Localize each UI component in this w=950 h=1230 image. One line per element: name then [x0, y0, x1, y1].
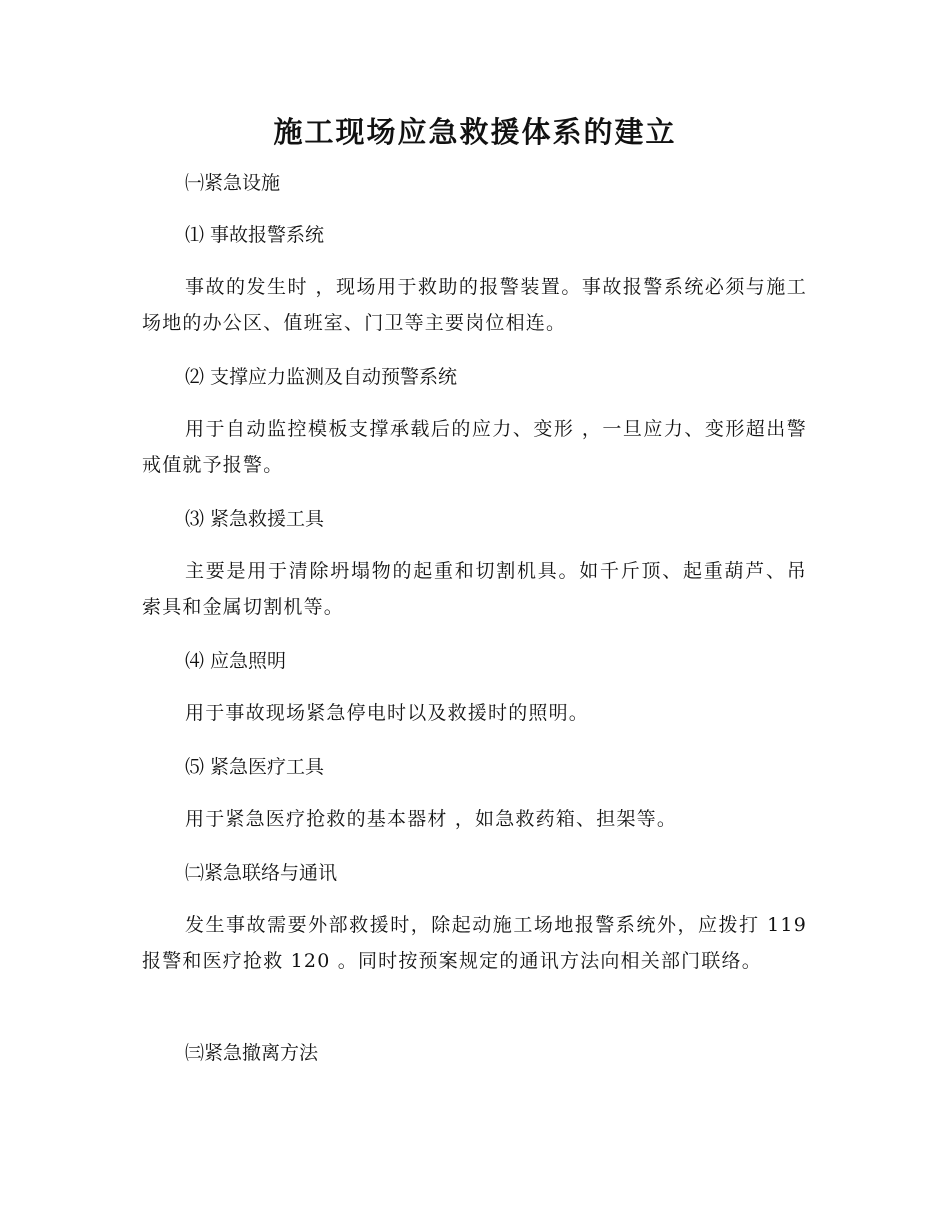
- subheading-medical-tools: ⑸ 紧急医疗工具: [185, 756, 325, 778]
- section-heading-contact-communication: ㈡紧急联络与通讯: [185, 862, 338, 884]
- paragraph-alarm-system: 事故的发生时 ，现场用于救助的报警装置。事故报警系统必须与施工场地的办公区、值班室、门卫等主要岗位相连。: [142, 276, 807, 334]
- subheading-rescue-tools: ⑶ 紧急救援工具: [185, 508, 325, 530]
- paragraph-medical-tools: 用于紧急医疗抢救的基本器材 ，如急救药箱、担架等。: [185, 808, 678, 830]
- paragraph-emergency-lighting: 用于事故现场紧急停电时以及救援时的照明。: [185, 702, 590, 724]
- paragraph-stress-monitoring: 用于自动监控模板支撑承载后的应力、变形 ，一旦应力、变形超出警戒值就予报警。: [142, 418, 807, 476]
- paragraph-contact-communication: 发生事故需要外部救援时，除起动施工场地报警系统外，应拨打 119 报警和医疗抢救 120 。同时按预案规定的通讯方法向相关部门联络。: [142, 914, 807, 972]
- subheading-stress-monitoring: ⑵ 支撑应力监测及自动预警系统: [185, 366, 458, 388]
- section-heading-evacuation: ㈢紧急撤离方法: [185, 1042, 319, 1064]
- document-title: 施工现场应急救援体系的建立: [273, 115, 677, 149]
- paragraph-rescue-tools: 主要是用于清除坍塌物的起重和切割机具。如千斤顶、起重葫芦、吊索具和金属切割机等。: [142, 560, 807, 618]
- subheading-emergency-lighting: ⑷ 应急照明: [185, 650, 287, 672]
- subheading-alarm-system: ⑴ 事故报警系统: [185, 224, 325, 246]
- section-heading-emergency-facilities: ㈠紧急设施: [185, 172, 281, 194]
